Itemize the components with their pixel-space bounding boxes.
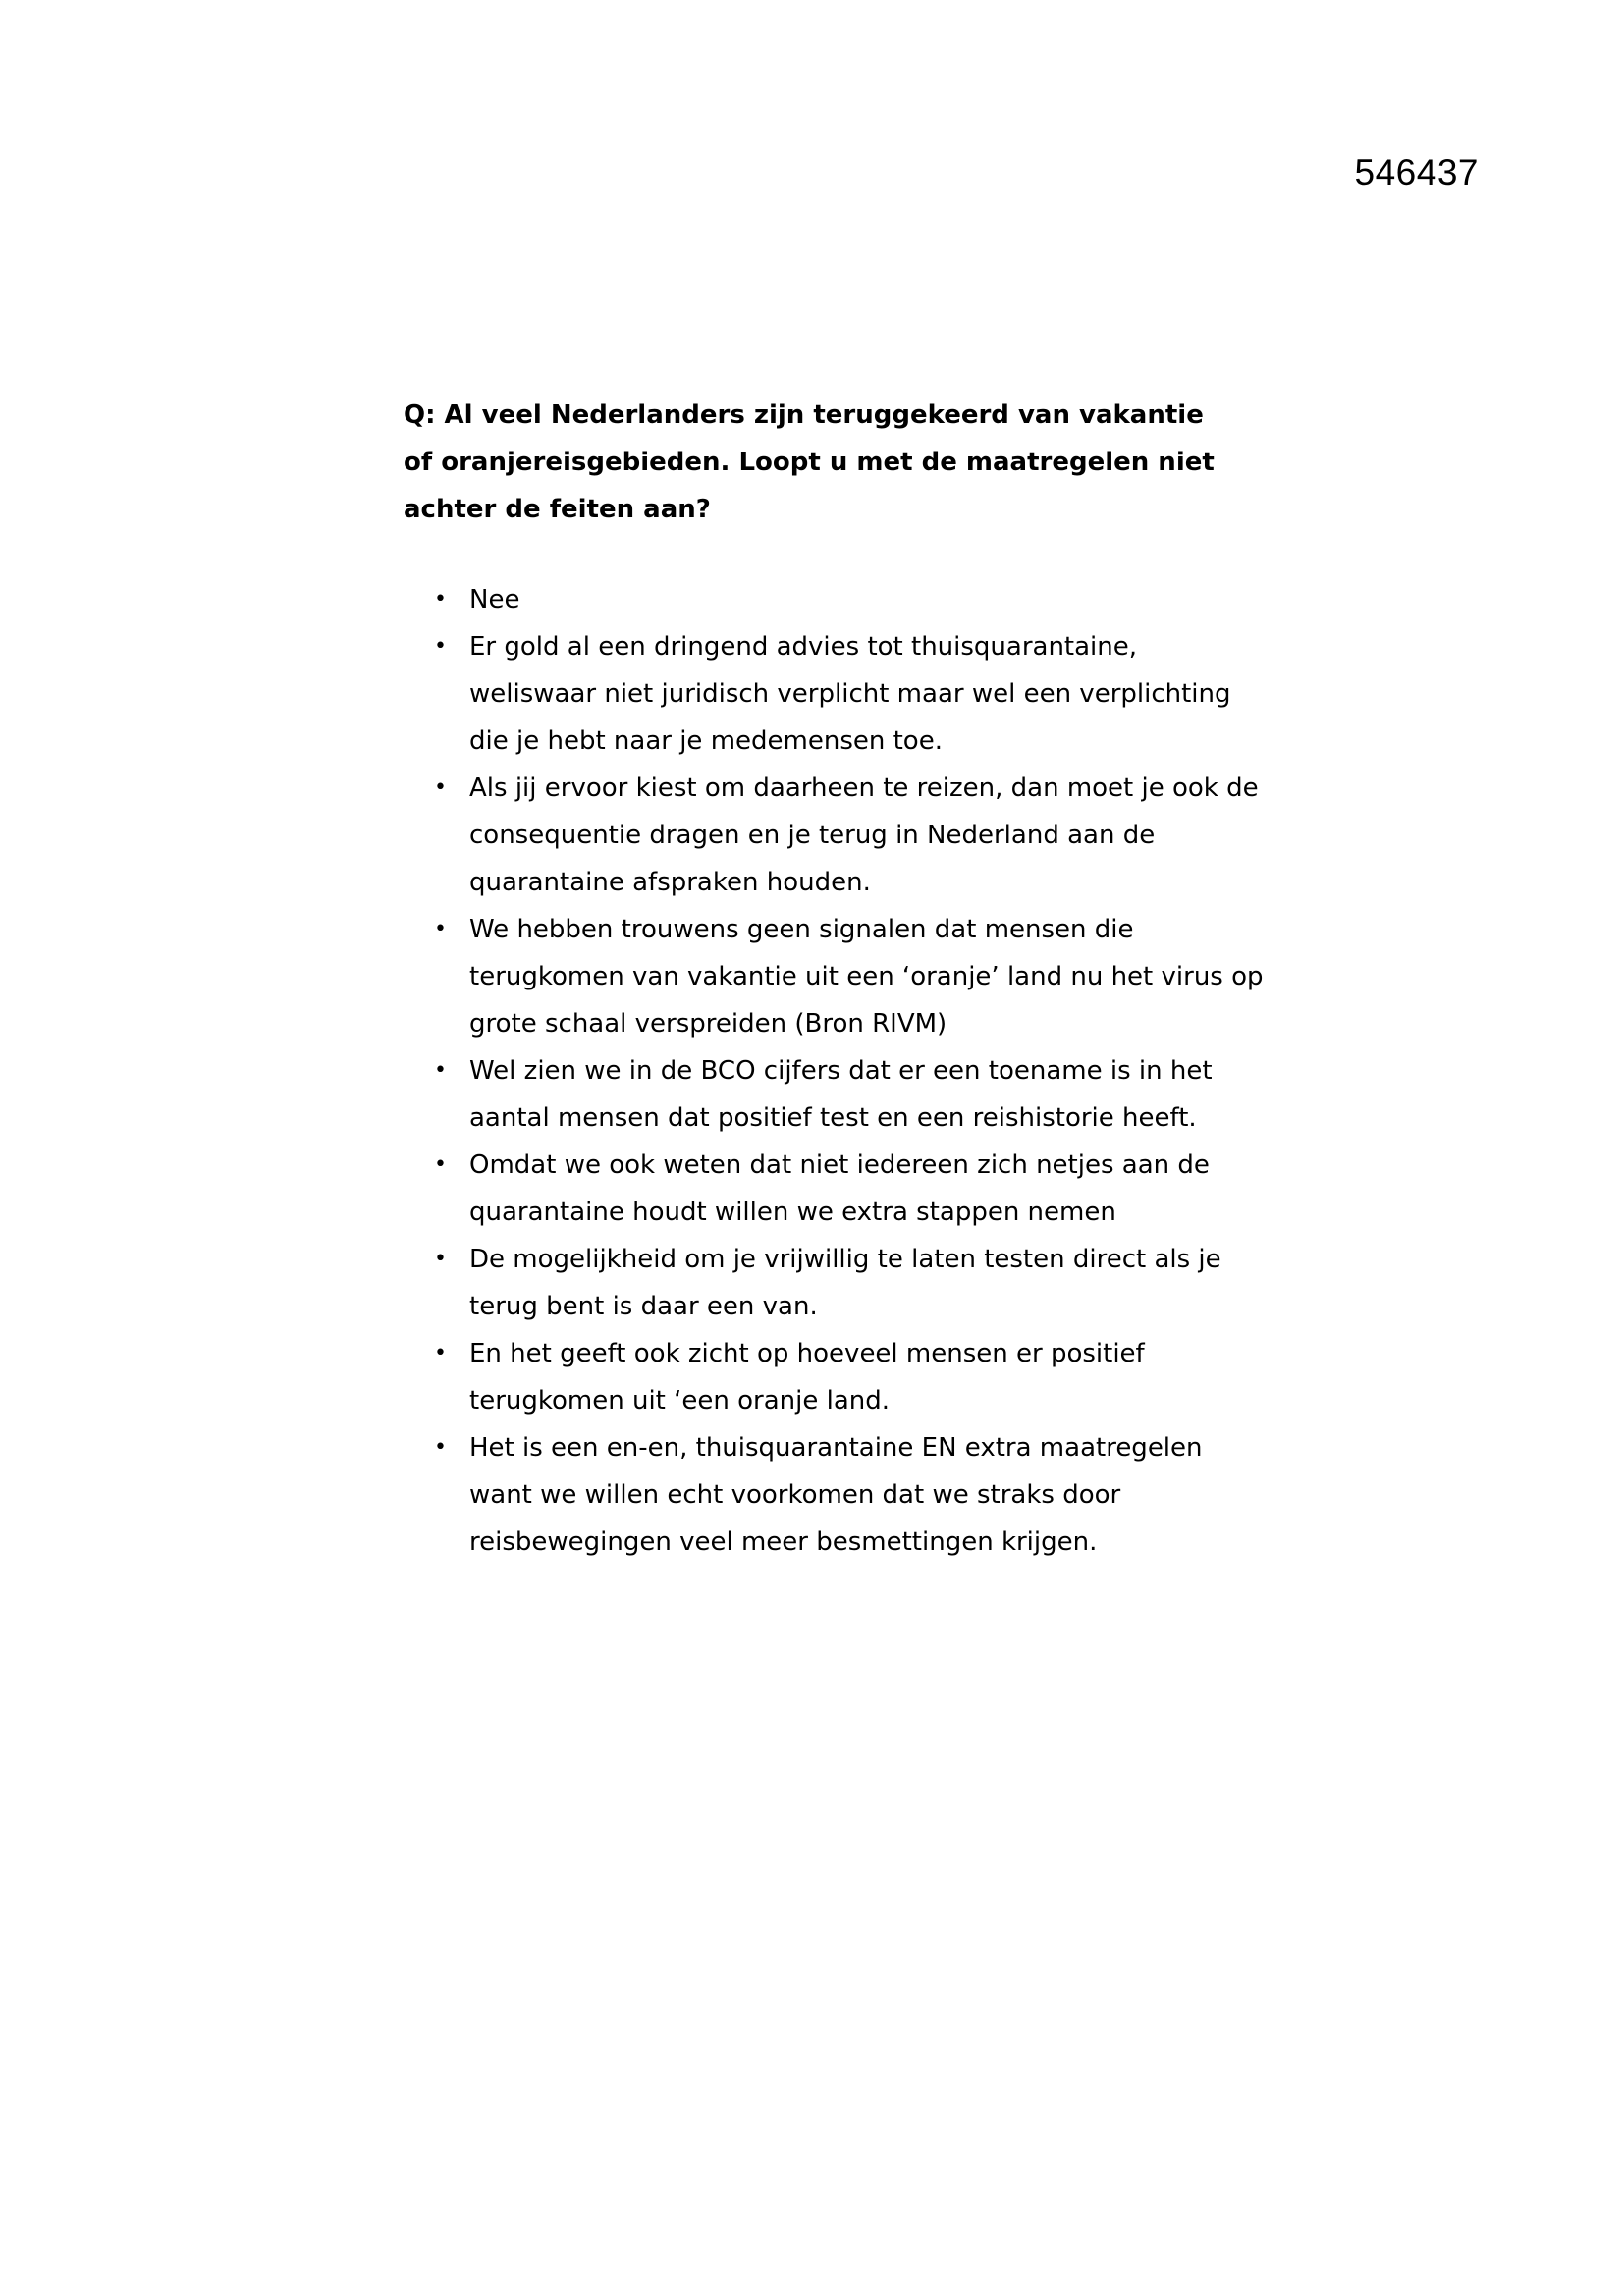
list-item (404, 576, 1268, 623)
list-item (404, 1236, 1268, 1330)
document-body (404, 392, 1268, 1566)
bullet-icon: • (434, 917, 447, 941)
list-item-text: We hebben trouwens geen signalen dat mensen die terugkomen van vakantie uit een ‘oranje’ land nu het virus op grote schaal verspreiden (Bron RIVM) (469, 915, 1264, 1039)
bullet-icon: • (434, 587, 447, 612)
list-item (404, 623, 1268, 765)
question-heading: Q: Al veel Nederlanders zijn teruggekeerd van vakantie of oranjereisgebieden. Loopt u met de maatregelen niet achter de feiten aan? (404, 400, 1215, 524)
bullet-icon: • (434, 1435, 447, 1460)
bullet-icon: • (434, 1247, 447, 1271)
list-item (404, 1330, 1268, 1424)
list-item-text: Nee (469, 585, 520, 614)
list-item (404, 906, 1268, 1047)
list-item-text: En het geeft ook zicht op hoeveel mensen er positief terugkomen uit ‘een oranje land. (469, 1339, 1145, 1415)
list-item-text: De mogelijkheid om je vrijwillig te laten testen direct als je terug bent is daar een van. (469, 1245, 1221, 1321)
list-item-text: Er gold al een dringend advies tot thuisquarantaine, weliswaar niet juridisch verplicht maar wel een verplichting die je hebt naar je medemensen toe. (469, 632, 1231, 756)
answer-list (404, 576, 1268, 1566)
bullet-icon: • (434, 634, 447, 659)
bullet-icon: • (434, 1152, 447, 1177)
bullet-icon: • (434, 1058, 447, 1083)
bullet-icon: • (434, 775, 447, 800)
list-item-text: Als jij ervoor kiest om daarheen te reizen, dan moet je ook de consequentie dragen en je terug in Nederland aan de quarantaine afspraken houden. (469, 774, 1259, 897)
document-number: 546437 (1354, 152, 1479, 192)
list-item-text: Het is een en-en, thuisquarantaine EN extra maatregelen want we willen echt voorkomen dat we straks door reisbewegingen veel meer besmettingen krijgen. (469, 1433, 1203, 1557)
list-item-text: Wel zien we in de BCO cijfers dat er een toename is in het aantal mensen dat positief test en een reishistorie heeft. (469, 1056, 1213, 1133)
list-item (404, 1142, 1268, 1236)
list-item-text: Omdat we ook weten dat niet iedereen zich netjes aan de quarantaine houdt willen we extra stappen nemen (469, 1150, 1210, 1227)
list-item (404, 1424, 1268, 1566)
bullet-icon: • (434, 1341, 447, 1365)
list-item (404, 1047, 1268, 1142)
list-item (404, 765, 1268, 906)
